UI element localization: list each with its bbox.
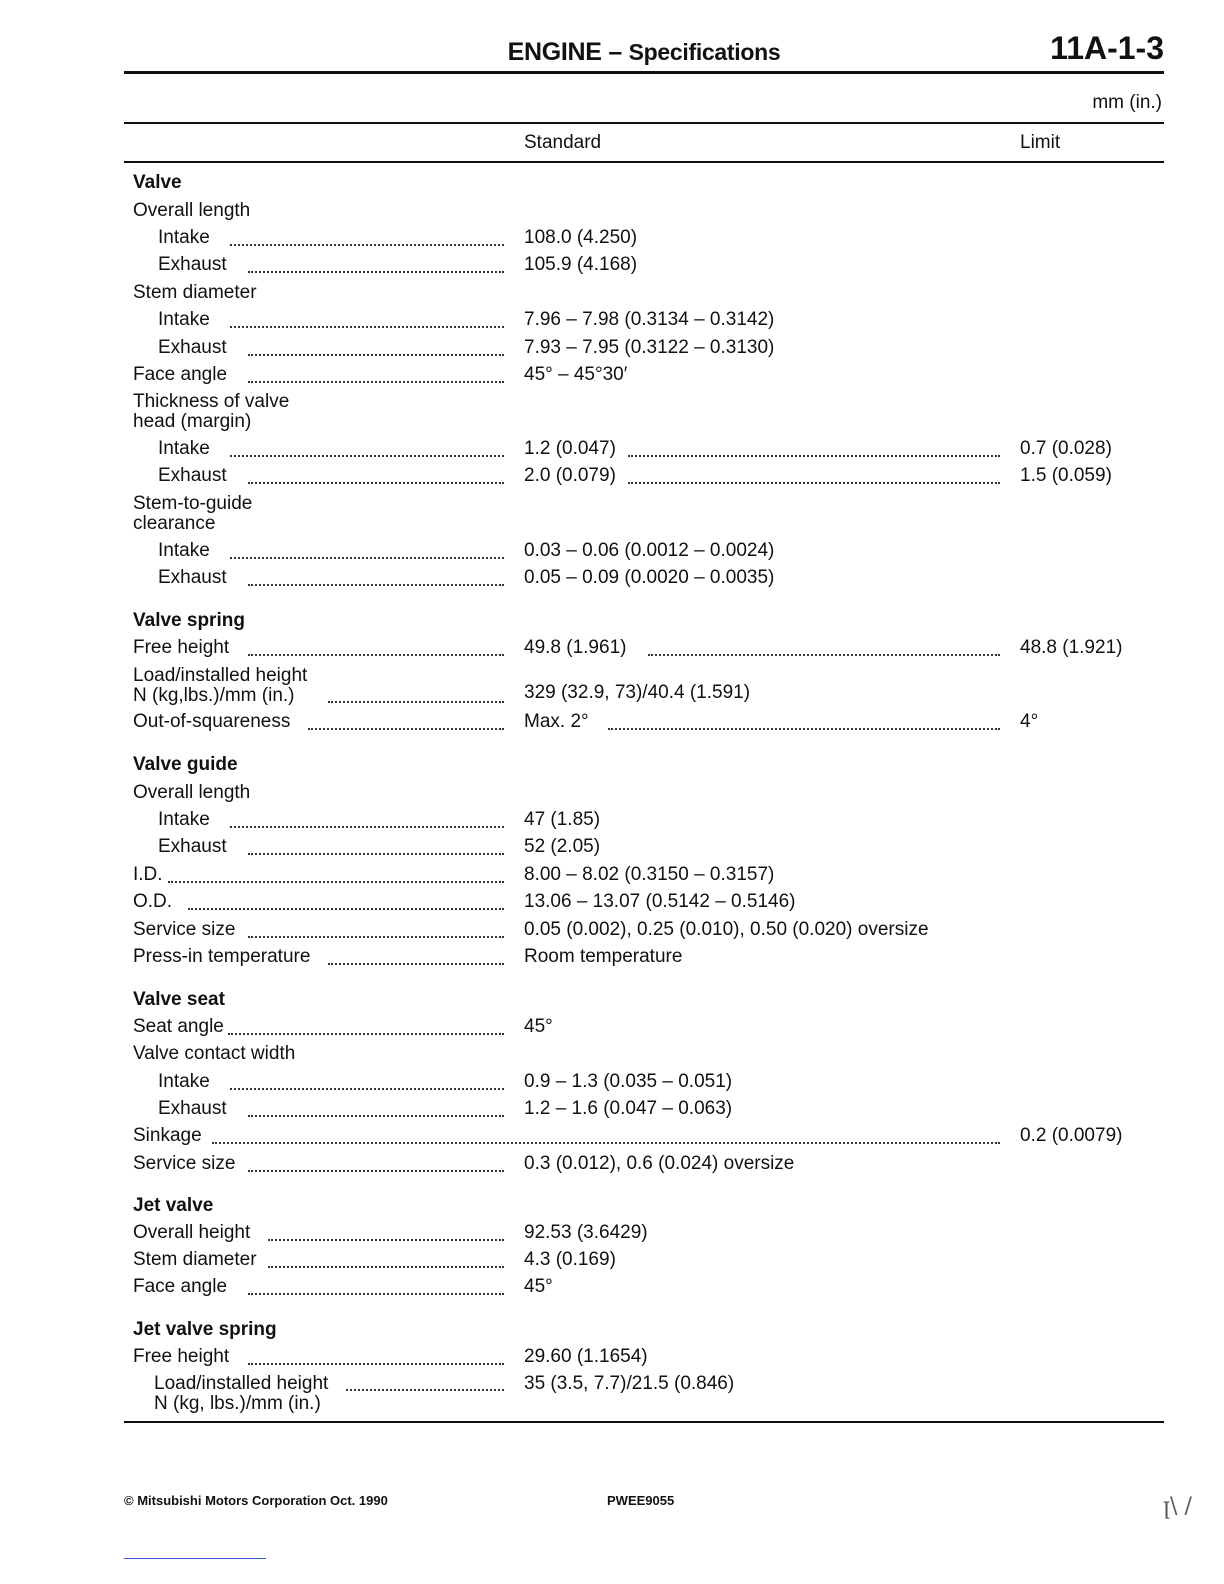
- row-label: Intake: [158, 809, 210, 830]
- row-standard: 35 (3.5, 7.7)/21.5 (0.846): [524, 1373, 735, 1394]
- table-bottom-rule: [124, 1421, 1164, 1423]
- subtitle: Specifications: [628, 39, 781, 65]
- table-row: [0, 918, 1224, 945]
- leader-dots: [268, 1237, 504, 1241]
- row-label: Free height: [133, 637, 230, 658]
- leader-dots: [248, 1291, 504, 1295]
- row-label: Overall length: [133, 782, 251, 803]
- leader-dots: [248, 269, 504, 273]
- row-standard: 108.0 (4.250): [524, 227, 638, 248]
- leader-dots: [188, 906, 504, 910]
- table-row: [0, 835, 1224, 862]
- table-row: [0, 890, 1224, 917]
- row-label: Jet valve: [133, 1195, 214, 1216]
- table-row: [0, 1152, 1224, 1179]
- leader-dots: [248, 352, 504, 356]
- footer-link-underline: [124, 1558, 266, 1559]
- leader-dots: [308, 726, 504, 730]
- leader-dots: [230, 324, 504, 328]
- row-label: Exhaust: [158, 1098, 227, 1119]
- table-row: [0, 281, 1224, 308]
- row-label: Exhaust: [158, 836, 227, 857]
- table-row: [0, 336, 1224, 363]
- leader-dots: [248, 934, 504, 938]
- row-label: O.D.: [133, 891, 173, 912]
- table-row: [0, 363, 1224, 390]
- leader-dots: [328, 699, 504, 703]
- row-label: Jet valve spring: [133, 1319, 277, 1340]
- row-standard: 7.96 – 7.98 (0.3134 – 0.3142): [524, 309, 775, 330]
- table-row: [0, 308, 1224, 335]
- row-standard: 92.53 (3.6429): [524, 1222, 648, 1243]
- column-header-limit: Limit: [1020, 132, 1061, 153]
- table-row: [0, 1124, 1224, 1151]
- row-standard: 0.05 (0.002), 0.25 (0.010), 0.50 (0.020) oversize: [524, 919, 929, 940]
- table-row: [0, 988, 1224, 1015]
- row-label: Stem diameter: [133, 1249, 257, 1270]
- table-row: [0, 253, 1224, 280]
- leader-dots: [230, 1086, 504, 1090]
- row-limit: 4°: [1020, 711, 1039, 732]
- table-row: [0, 171, 1224, 198]
- leader-dots: [268, 1264, 504, 1268]
- leader-dots: [168, 879, 504, 883]
- leader-dots: [230, 555, 504, 559]
- leader-dots: [228, 1031, 504, 1035]
- row-standard: 4.3 (0.169): [524, 1249, 616, 1270]
- row-standard: 29.60 (1.1654): [524, 1346, 648, 1367]
- row-standard: Room temperature: [524, 946, 683, 967]
- table-row: [0, 1275, 1224, 1302]
- leader-dots: [628, 453, 1000, 457]
- table-row: [0, 539, 1224, 566]
- row-label: Exhaust: [158, 465, 227, 486]
- table-row: [0, 1374, 1224, 1418]
- row-limit: 48.8 (1.921): [1020, 637, 1123, 658]
- table-row: [0, 609, 1224, 636]
- leader-dots: [346, 1387, 504, 1391]
- leader-dots: [230, 242, 504, 246]
- table-row: [0, 494, 1224, 538]
- row-label: Intake: [158, 309, 210, 330]
- table-row: [0, 1221, 1224, 1248]
- row-label: I.D.: [133, 864, 163, 885]
- row-standard: 8.00 – 8.02 (0.3150 – 0.3157): [524, 864, 775, 885]
- table-row: [0, 464, 1224, 491]
- row-label: Valve guide: [133, 754, 238, 775]
- row-standard: 0.03 – 0.06 (0.0012 – 0.0024): [524, 540, 775, 561]
- row-label: Exhaust: [158, 337, 227, 358]
- row-label: Load/installed height N (kg,lbs.)/mm (in.): [133, 665, 308, 706]
- row-label: Valve seat: [133, 989, 225, 1010]
- row-label: Stem-to-guide clearance: [133, 493, 253, 534]
- table-top-rule: [124, 122, 1164, 124]
- leader-dots: [248, 379, 504, 383]
- column-header-rule: [124, 161, 1164, 163]
- row-label: Service size: [133, 919, 236, 940]
- row-label: Stem diameter: [133, 282, 257, 303]
- row-label: Exhaust: [158, 254, 227, 275]
- row-label: Intake: [158, 1071, 210, 1092]
- row-label: Load/installed height N (kg, lbs.)/mm (in.): [154, 1373, 329, 1414]
- table-row: [0, 1318, 1224, 1345]
- leader-dots: [230, 824, 504, 828]
- row-label: Free height: [133, 1346, 230, 1367]
- row-standard: 1.2 – 1.6 (0.047 – 0.063): [524, 1098, 733, 1119]
- leader-dots: [248, 1113, 504, 1117]
- row-label: Out-of-squareness: [133, 711, 291, 732]
- leader-dots: [212, 1140, 1000, 1144]
- leader-dots: [230, 453, 504, 457]
- row-limit: 1.5 (0.059): [1020, 465, 1112, 486]
- table-row: [0, 1248, 1224, 1275]
- table-row: [0, 226, 1224, 253]
- table-row: [0, 1345, 1224, 1372]
- row-standard: 47 (1.85): [524, 809, 601, 830]
- table-row: [0, 753, 1224, 780]
- table-row: [0, 199, 1224, 226]
- table-row: [0, 666, 1224, 710]
- table-row: [0, 781, 1224, 808]
- row-standard: 45°: [524, 1016, 553, 1037]
- row-standard: 13.06 – 13.07 (0.5142 – 0.5146): [524, 891, 796, 912]
- table-row: [0, 1097, 1224, 1124]
- row-standard: 329 (32.9, 73)/40.4 (1.591): [524, 682, 751, 703]
- page-header: [124, 30, 1164, 74]
- row-standard: 45°: [524, 1276, 553, 1297]
- row-label: Intake: [158, 540, 210, 561]
- row-label: Valve contact width: [133, 1043, 296, 1064]
- row-standard: 45° – 45°30′: [524, 364, 628, 385]
- row-label: Press-in temperature: [133, 946, 311, 967]
- leader-dots: [248, 1168, 504, 1172]
- table-row: [0, 1042, 1224, 1069]
- table-row: [0, 1070, 1224, 1097]
- leader-dots: [248, 851, 504, 855]
- row-standard: 0.05 – 0.09 (0.0020 – 0.0035): [524, 567, 775, 588]
- table-row: [0, 392, 1224, 436]
- leader-dots: [248, 1361, 504, 1365]
- section-title: ENGINE: [507, 38, 602, 66]
- row-label: Seat angle: [133, 1016, 224, 1037]
- table-row: [0, 566, 1224, 593]
- row-standard: 105.9 (4.168): [524, 254, 638, 275]
- copyright-notice: © Mitsubishi Motors Corporation Oct. 1990: [124, 1493, 388, 1508]
- page-title: [124, 38, 1164, 67]
- row-standard: 52 (2.05): [524, 836, 601, 857]
- title-dash: –: [608, 38, 622, 66]
- row-standard: 0.9 – 1.3 (0.035 – 0.051): [524, 1071, 733, 1092]
- table-row: [0, 1194, 1224, 1221]
- header-rule: [124, 71, 1164, 74]
- row-label: Intake: [158, 438, 210, 459]
- row-label: Service size: [133, 1153, 236, 1174]
- leader-dots: [648, 652, 1000, 656]
- units-label: mm (in.): [1092, 92, 1162, 113]
- row-label: Face angle: [133, 1276, 228, 1297]
- row-label: Exhaust: [158, 567, 227, 588]
- table-row: [0, 437, 1224, 464]
- table-row: [0, 863, 1224, 890]
- document-code: PWEE9055: [607, 1493, 675, 1508]
- row-label: Sinkage: [133, 1125, 202, 1146]
- row-label: Valve: [133, 172, 182, 193]
- table-row: [0, 636, 1224, 663]
- leader-dots: [628, 480, 1000, 484]
- row-standard: Max. 2°: [524, 711, 589, 732]
- row-label: Thickness of valve head (margin): [133, 391, 290, 432]
- row-label: Valve spring: [133, 610, 245, 631]
- table-row: [0, 945, 1224, 972]
- leader-dots: [248, 652, 504, 656]
- table-row: [0, 808, 1224, 835]
- row-label: Overall length: [133, 200, 251, 221]
- leader-dots: [248, 582, 504, 586]
- leader-dots: [248, 480, 504, 484]
- page-number: 11A-1-3: [1050, 30, 1164, 66]
- row-standard: 1.2 (0.047): [524, 438, 616, 459]
- row-standard: 2.0 (0.079): [524, 465, 616, 486]
- column-header-standard: Standard: [524, 132, 602, 153]
- row-standard: 49.8 (1.961): [524, 637, 627, 658]
- leader-dots: [328, 961, 504, 965]
- margin-handwriting: ꞁ\ /: [1163, 1494, 1192, 1519]
- row-label: Face angle: [133, 364, 228, 385]
- row-limit: 0.2 (0.0079): [1020, 1125, 1123, 1146]
- leader-dots: [608, 726, 1000, 730]
- table-row: [0, 710, 1224, 737]
- row-standard: 0.3 (0.012), 0.6 (0.024) oversize: [524, 1153, 795, 1174]
- row-label: Intake: [158, 227, 210, 248]
- row-standard: 7.93 – 7.95 (0.3122 – 0.3130): [524, 337, 775, 358]
- table-row: [0, 1015, 1224, 1042]
- row-limit: 0.7 (0.028): [1020, 438, 1112, 459]
- row-label: Overall height: [133, 1222, 251, 1243]
